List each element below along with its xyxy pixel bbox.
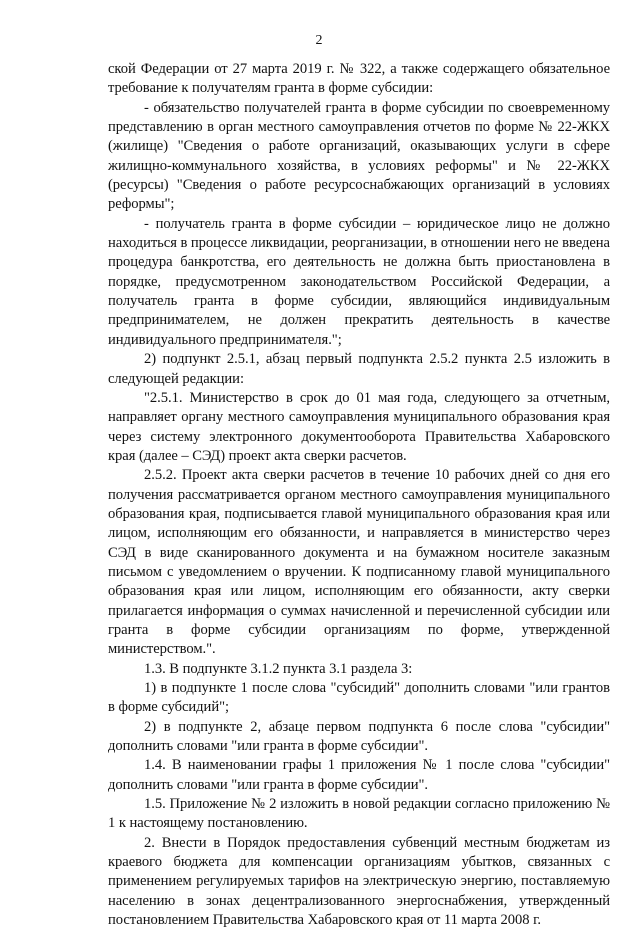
paragraph-recipient-status: - получатель гранта в форме субсидии – юридическое лицо не должно находиться в процессе ликвидации, реорганизации, в отношении него не введена процедура банкротства, его деятельность не должна быть приостановлена в порядке, предусмотренном законодательством Российской Федерации, а получатель гранта в форме субсидии, являющийся индивидуальным предпринимателем, не должен прекратить деятельность в качестве индивидуального предпринимателя."; (108, 215, 610, 348)
paragraph-continuation: ской Федерации от 27 марта 2019 г. № 322, а также содержащего обязательное требование к получателям гранта в форме субсидии: (108, 61, 610, 97)
paragraph-2: 2. Внести в Порядок предоставления субвенций местным бюджетам из краевого бюджета для компенсации организациям убытков, связанных с применением регулируемых тарифов на электрическую энергию, поставляемую населению в зонах децентрализованного энергоснабжения, утвержденный постановлением Правительства Хабаровского края от 11 марта 2008 г. (108, 834, 610, 929)
paragraph-1-5: 1.5. Приложение № 2 изложить в новой редакции согласно приложению № 1 к настоящему постановлению. (108, 796, 610, 832)
paragraph-1-3: 1.3. В подпункте 3.1.2 пункта 3.1 раздела 3: (144, 660, 413, 677)
document-body (108, 60, 610, 930)
paragraph-item-2: 2) подпункт 2.5.1, абзац первый подпункта 2.5.2 пункта 2.5 изложить в следующей редакции: (108, 351, 610, 387)
paragraph-obligation-reports: - обязательство получателей гранта в форме субсидии по своевременному представлению в орган местного самоуправления отчетов по форме № 22-ЖКХ (жилище) "Сведения о работе организаций, оказывающих услуги в сфере жилищно-коммунального хозяйства, в условиях реформы" и № 22-ЖКХ (ресурсы) "Сведения о работе ресурсоснабжающих организаций в условиях реформы"; (108, 99, 610, 213)
paragraph-1-4: 1.4. В наименовании графы 1 приложения № 1 после слова "субсидии" дополнить словами "или гранта в форме субсидии". (108, 757, 610, 793)
paragraph-2-5-2: 2.5.2. Проект акта сверки расчетов в течение 10 рабочих дней со дня его получения рассматривается органом местного самоуправления муниципального образования края, подписывается главой муниципального образования края или лицом, исполняющим его обязанности, и направляется в министерство через СЭД в виде сканированного документа и на бумажном носителе заказным письмом с уведомлением о вручении. К подписанному главой муниципального образования края или лицом, исполняющим его обязанности, акту сверки прилагается информация о суммах начисленной и перечисленной субсидии или гранта в форме субсидии организациям по форме, утвержденной министерством.". (108, 467, 610, 658)
page-number: 2 (315, 33, 323, 48)
paragraph-1-3-sub-2: 2) в подпункте 2, абзаце первом подпункта 6 после слова "субсидии" дополнить словами "или гранта в форме субсидии". (108, 718, 610, 755)
paragraph-2-5-1: "2.5.1. Министерство в срок до 01 мая года, следующего за отчетным, направляет органу местного самоуправления муниципального образования края через систему электронного документооборота Правительства Хабаровского края (далее – СЭД) проект акта сверки расчетов. (108, 389, 610, 464)
paragraph-1-3-sub-1: 1) в подпункте 1 после слова "субсидий" дополнить словами "или грантов в форме субсидий"; (108, 680, 610, 716)
